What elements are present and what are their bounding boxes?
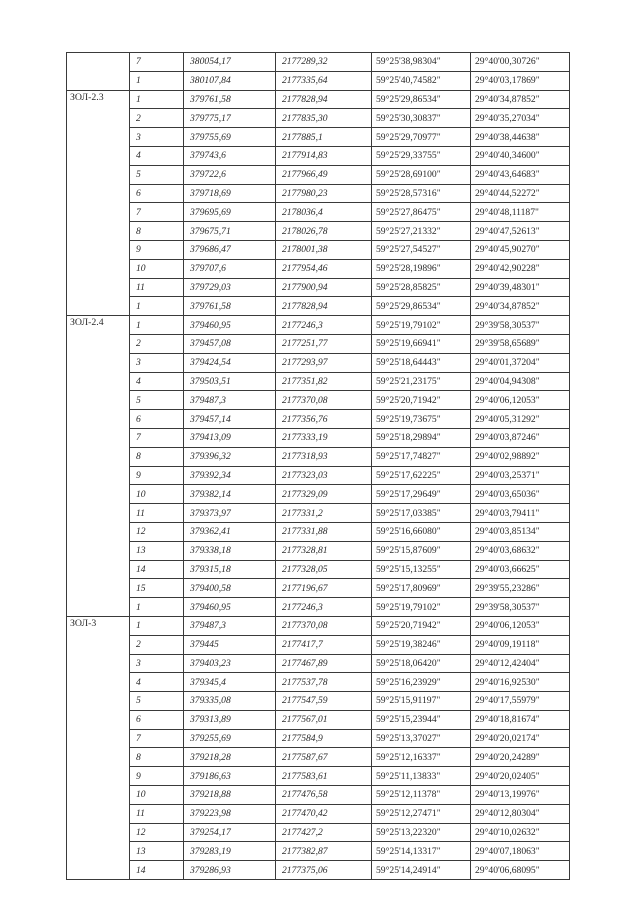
x-coordinate-cell: 379743,6 xyxy=(184,146,276,165)
point-number-cell: 7 xyxy=(130,203,184,222)
longitude-cell: 29°40'18,81674" xyxy=(471,710,570,729)
point-number-cell: 8 xyxy=(130,222,184,241)
y-coordinate-cell: 2177289,32 xyxy=(276,53,372,72)
latitude-cell: 59°25'17,29649" xyxy=(372,485,471,504)
table-row xyxy=(67,485,570,504)
longitude-cell: 29°39'58,30537" xyxy=(471,316,570,335)
y-coordinate-cell: 2177331,2 xyxy=(276,504,372,523)
table-row xyxy=(67,146,570,165)
longitude-cell: 29°40'20,24289" xyxy=(471,748,570,767)
y-coordinate-cell: 2177335,64 xyxy=(276,71,372,90)
zone-label-cell xyxy=(67,53,130,91)
latitude-cell: 59°25'11,13833" xyxy=(372,767,471,786)
latitude-cell: 59°25'15,91197" xyxy=(372,692,471,711)
x-coordinate-cell: 379315,18 xyxy=(184,560,276,579)
latitude-cell: 59°25'29,70977" xyxy=(372,128,471,147)
x-coordinate-cell: 379382,14 xyxy=(184,485,276,504)
x-coordinate-cell: 379707,6 xyxy=(184,259,276,278)
longitude-cell: 29°40'03,66625" xyxy=(471,560,570,579)
point-number-cell: 1 xyxy=(130,297,184,316)
point-number-cell: 2 xyxy=(130,334,184,353)
x-coordinate-cell: 379686,47 xyxy=(184,240,276,259)
x-coordinate-cell: 379392,34 xyxy=(184,466,276,485)
x-coordinate-cell: 379487,3 xyxy=(184,616,276,635)
table-row xyxy=(67,654,570,673)
latitude-cell: 59°25'17,80969" xyxy=(372,579,471,598)
latitude-cell: 59°25'12,11378" xyxy=(372,786,471,805)
longitude-cell: 29°39'58,65689" xyxy=(471,334,570,353)
y-coordinate-cell: 2177196,67 xyxy=(276,579,372,598)
longitude-cell: 29°40'17,55979" xyxy=(471,692,570,711)
longitude-cell: 29°40'06,12053" xyxy=(471,616,570,635)
zone-label-cell: ЗОЛ-2.3 xyxy=(67,90,130,316)
longitude-cell: 29°40'03,25371" xyxy=(471,466,570,485)
longitude-cell: 29°40'03,79411" xyxy=(471,504,570,523)
longitude-cell: 29°40'20,02405" xyxy=(471,767,570,786)
table-row xyxy=(67,184,570,203)
point-number-cell: 1 xyxy=(130,598,184,617)
x-coordinate-cell: 379335,08 xyxy=(184,692,276,711)
table-row xyxy=(67,203,570,222)
longitude-cell: 29°40'10,02632" xyxy=(471,823,570,842)
latitude-cell: 59°25'20,71942" xyxy=(372,391,471,410)
longitude-cell: 29°40'03,65036" xyxy=(471,485,570,504)
x-coordinate-cell: 379729,03 xyxy=(184,278,276,297)
y-coordinate-cell: 2177370,08 xyxy=(276,616,372,635)
longitude-cell: 29°40'03,17869" xyxy=(471,71,570,90)
x-coordinate-cell: 379722,6 xyxy=(184,165,276,184)
x-coordinate-cell: 379218,28 xyxy=(184,748,276,767)
point-number-cell: 3 xyxy=(130,128,184,147)
table-row xyxy=(67,748,570,767)
point-number-cell: 10 xyxy=(130,786,184,805)
point-number-cell: 1 xyxy=(130,616,184,635)
latitude-cell: 59°25'14,13317" xyxy=(372,842,471,861)
zone-label-cell: ЗОЛ-3 xyxy=(67,616,130,879)
point-number-cell: 14 xyxy=(130,560,184,579)
latitude-cell: 59°25'17,03385" xyxy=(372,504,471,523)
y-coordinate-cell: 2177251,77 xyxy=(276,334,372,353)
table-row xyxy=(67,804,570,823)
x-coordinate-cell: 379503,51 xyxy=(184,372,276,391)
longitude-cell: 29°40'39,48301" xyxy=(471,278,570,297)
longitude-cell: 29°40'35,27034" xyxy=(471,109,570,128)
x-coordinate-cell: 379675,71 xyxy=(184,222,276,241)
longitude-cell: 29°40'03,87246" xyxy=(471,428,570,447)
point-number-cell: 4 xyxy=(130,146,184,165)
point-number-cell: 9 xyxy=(130,767,184,786)
point-number-cell: 6 xyxy=(130,410,184,429)
longitude-cell: 29°40'09,19118" xyxy=(471,635,570,654)
table-row xyxy=(67,240,570,259)
y-coordinate-cell: 2177980,23 xyxy=(276,184,372,203)
table-row xyxy=(67,391,570,410)
y-coordinate-cell: 2177427,2 xyxy=(276,823,372,842)
point-number-cell: 8 xyxy=(130,748,184,767)
x-coordinate-cell: 379338,18 xyxy=(184,541,276,560)
y-coordinate-cell: 2178036,4 xyxy=(276,203,372,222)
longitude-cell: 29°40'02,98892" xyxy=(471,447,570,466)
longitude-cell: 29°40'06,12053" xyxy=(471,391,570,410)
table-row xyxy=(67,504,570,523)
point-number-cell: 9 xyxy=(130,466,184,485)
latitude-cell: 59°25'21,23175" xyxy=(372,372,471,391)
x-coordinate-cell: 379223,98 xyxy=(184,804,276,823)
y-coordinate-cell: 2177293,97 xyxy=(276,353,372,372)
y-coordinate-cell: 2177966,49 xyxy=(276,165,372,184)
table-row xyxy=(67,71,570,90)
latitude-cell: 59°25'16,23929" xyxy=(372,673,471,692)
latitude-cell: 59°25'15,87609" xyxy=(372,541,471,560)
longitude-cell: 29°40'07,18063" xyxy=(471,842,570,861)
x-coordinate-cell: 379218,88 xyxy=(184,786,276,805)
point-number-cell: 3 xyxy=(130,353,184,372)
point-number-cell: 8 xyxy=(130,447,184,466)
latitude-cell: 59°25'18,64443" xyxy=(372,353,471,372)
latitude-cell: 59°25'29,86534" xyxy=(372,90,471,109)
table-row xyxy=(67,673,570,692)
x-coordinate-cell: 379286,93 xyxy=(184,861,276,880)
latitude-cell: 59°25'18,06420" xyxy=(372,654,471,673)
longitude-cell: 29°39'55,23286" xyxy=(471,579,570,598)
point-number-cell: 11 xyxy=(130,278,184,297)
latitude-cell: 59°25'17,74827" xyxy=(372,447,471,466)
latitude-cell: 59°25'12,27471" xyxy=(372,804,471,823)
table-row xyxy=(67,334,570,353)
latitude-cell: 59°25'18,29894" xyxy=(372,428,471,447)
y-coordinate-cell: 2177333,19 xyxy=(276,428,372,447)
latitude-cell: 59°25'15,13255" xyxy=(372,560,471,579)
longitude-cell: 29°40'00,30726" xyxy=(471,53,570,72)
y-coordinate-cell: 2177583,61 xyxy=(276,767,372,786)
point-number-cell: 9 xyxy=(130,240,184,259)
y-coordinate-cell: 2177417,7 xyxy=(276,635,372,654)
latitude-cell: 59°25'19,79102" xyxy=(372,598,471,617)
y-coordinate-cell: 2177331,88 xyxy=(276,522,372,541)
table-row xyxy=(67,786,570,805)
latitude-cell: 59°25'15,23944" xyxy=(372,710,471,729)
x-coordinate-cell: 379460,95 xyxy=(184,598,276,617)
x-coordinate-cell: 379396,32 xyxy=(184,447,276,466)
table-row xyxy=(67,90,570,109)
longitude-cell: 29°40'04,94308" xyxy=(471,372,570,391)
table-row xyxy=(67,53,570,72)
point-number-cell: 11 xyxy=(130,804,184,823)
x-coordinate-cell: 379718,69 xyxy=(184,184,276,203)
y-coordinate-cell: 2177537,78 xyxy=(276,673,372,692)
longitude-cell: 29°40'48,11187" xyxy=(471,203,570,222)
y-coordinate-cell: 2177828,94 xyxy=(276,90,372,109)
y-coordinate-cell: 2177587,67 xyxy=(276,748,372,767)
x-coordinate-cell: 379283,19 xyxy=(184,842,276,861)
longitude-cell: 29°40'34,87852" xyxy=(471,90,570,109)
latitude-cell: 59°25'17,62225" xyxy=(372,466,471,485)
point-number-cell: 5 xyxy=(130,692,184,711)
point-number-cell: 1 xyxy=(130,71,184,90)
point-number-cell: 5 xyxy=(130,391,184,410)
longitude-cell: 29°40'03,68632" xyxy=(471,541,570,560)
table-row xyxy=(67,128,570,147)
table-row xyxy=(67,410,570,429)
x-coordinate-cell: 379345,4 xyxy=(184,673,276,692)
latitude-cell: 59°25'19,38246" xyxy=(372,635,471,654)
longitude-cell: 29°40'12,42404" xyxy=(471,654,570,673)
y-coordinate-cell: 2177351,82 xyxy=(276,372,372,391)
longitude-cell: 29°40'12,80304" xyxy=(471,804,570,823)
y-coordinate-cell: 2177356,76 xyxy=(276,410,372,429)
x-coordinate-cell: 379457,08 xyxy=(184,334,276,353)
point-number-cell: 10 xyxy=(130,259,184,278)
point-number-cell: 1 xyxy=(130,316,184,335)
longitude-cell: 29°40'40,34600" xyxy=(471,146,570,165)
point-number-cell: 15 xyxy=(130,579,184,598)
longitude-cell: 29°40'44,52272" xyxy=(471,184,570,203)
table-row xyxy=(67,560,570,579)
point-number-cell: 6 xyxy=(130,710,184,729)
latitude-cell: 59°25'27,86475" xyxy=(372,203,471,222)
longitude-cell: 29°40'45,90270" xyxy=(471,240,570,259)
point-number-cell: 11 xyxy=(130,504,184,523)
x-coordinate-cell: 379413,09 xyxy=(184,428,276,447)
table-row xyxy=(67,222,570,241)
y-coordinate-cell: 2177323,03 xyxy=(276,466,372,485)
x-coordinate-cell: 380054,17 xyxy=(184,53,276,72)
point-number-cell: 4 xyxy=(130,673,184,692)
y-coordinate-cell: 2177328,81 xyxy=(276,541,372,560)
y-coordinate-cell: 2177584,9 xyxy=(276,729,372,748)
latitude-cell: 59°25'19,73675" xyxy=(372,410,471,429)
y-coordinate-cell: 2177329,09 xyxy=(276,485,372,504)
point-number-cell: 10 xyxy=(130,485,184,504)
x-coordinate-cell: 379487,3 xyxy=(184,391,276,410)
y-coordinate-cell: 2178001,38 xyxy=(276,240,372,259)
latitude-cell: 59°25'29,33755" xyxy=(372,146,471,165)
longitude-cell: 29°40'47,52613" xyxy=(471,222,570,241)
x-coordinate-cell: 379255,69 xyxy=(184,729,276,748)
x-coordinate-cell: 379403,23 xyxy=(184,654,276,673)
point-number-cell: 13 xyxy=(130,842,184,861)
point-number-cell: 2 xyxy=(130,109,184,128)
y-coordinate-cell: 2177954,46 xyxy=(276,259,372,278)
table-row xyxy=(67,297,570,316)
longitude-cell: 29°40'03,85134" xyxy=(471,522,570,541)
longitude-cell: 29°40'05,31292" xyxy=(471,410,570,429)
x-coordinate-cell: 379761,58 xyxy=(184,297,276,316)
x-coordinate-cell: 379755,69 xyxy=(184,128,276,147)
table-row xyxy=(67,579,570,598)
y-coordinate-cell: 2177914,83 xyxy=(276,146,372,165)
table-row xyxy=(67,692,570,711)
table-row xyxy=(67,616,570,635)
x-coordinate-cell: 379362,41 xyxy=(184,522,276,541)
longitude-cell: 29°40'42,90228" xyxy=(471,259,570,278)
latitude-cell: 59°25'19,66941" xyxy=(372,334,471,353)
longitude-cell: 29°40'16,92530" xyxy=(471,673,570,692)
table-row xyxy=(67,372,570,391)
latitude-cell: 59°25'38,98304" xyxy=(372,53,471,72)
x-coordinate-cell: 379254,17 xyxy=(184,823,276,842)
latitude-cell: 59°25'20,71942" xyxy=(372,616,471,635)
table-row xyxy=(67,316,570,335)
table-row xyxy=(67,278,570,297)
x-coordinate-cell: 379457,14 xyxy=(184,410,276,429)
longitude-cell: 29°40'06,68095" xyxy=(471,861,570,880)
y-coordinate-cell: 2177375,06 xyxy=(276,861,372,880)
y-coordinate-cell: 2177382,87 xyxy=(276,842,372,861)
point-number-cell: 7 xyxy=(130,53,184,72)
x-coordinate-cell: 379775,17 xyxy=(184,109,276,128)
longitude-cell: 29°40'38,44638" xyxy=(471,128,570,147)
point-number-cell: 1 xyxy=(130,90,184,109)
y-coordinate-cell: 2177900,94 xyxy=(276,278,372,297)
longitude-cell: 29°40'01,37204" xyxy=(471,353,570,372)
table-row xyxy=(67,710,570,729)
y-coordinate-cell: 2177835,30 xyxy=(276,109,372,128)
y-coordinate-cell: 2177370,08 xyxy=(276,391,372,410)
point-number-cell: 12 xyxy=(130,522,184,541)
latitude-cell: 59°25'19,79102" xyxy=(372,316,471,335)
y-coordinate-cell: 2177246,3 xyxy=(276,598,372,617)
table-row xyxy=(67,428,570,447)
table-row xyxy=(67,109,570,128)
latitude-cell: 59°25'29,86534" xyxy=(372,297,471,316)
point-number-cell: 13 xyxy=(130,541,184,560)
longitude-cell: 29°40'20,02174" xyxy=(471,729,570,748)
longitude-cell: 29°40'13,19976" xyxy=(471,786,570,805)
x-coordinate-cell: 379424,54 xyxy=(184,353,276,372)
latitude-cell: 59°25'14,24914" xyxy=(372,861,471,880)
coordinates-table-body xyxy=(67,53,570,880)
latitude-cell: 59°25'40,74582" xyxy=(372,71,471,90)
y-coordinate-cell: 2177567,01 xyxy=(276,710,372,729)
table-row xyxy=(67,823,570,842)
x-coordinate-cell: 379445 xyxy=(184,635,276,654)
table-row xyxy=(67,842,570,861)
table-row xyxy=(67,466,570,485)
x-coordinate-cell: 380107,84 xyxy=(184,71,276,90)
y-coordinate-cell: 2177318,93 xyxy=(276,447,372,466)
y-coordinate-cell: 2177828,94 xyxy=(276,297,372,316)
x-coordinate-cell: 379373,97 xyxy=(184,504,276,523)
latitude-cell: 59°25'28,85825" xyxy=(372,278,471,297)
point-number-cell: 4 xyxy=(130,372,184,391)
point-number-cell: 7 xyxy=(130,729,184,748)
latitude-cell: 59°25'16,66080" xyxy=(372,522,471,541)
table-row xyxy=(67,447,570,466)
point-number-cell: 3 xyxy=(130,654,184,673)
table-row xyxy=(67,729,570,748)
point-number-cell: 5 xyxy=(130,165,184,184)
y-coordinate-cell: 2177470,42 xyxy=(276,804,372,823)
longitude-cell: 29°39'58,30537" xyxy=(471,598,570,617)
point-number-cell: 6 xyxy=(130,184,184,203)
table-row xyxy=(67,165,570,184)
longitude-cell: 29°40'34,87852" xyxy=(471,297,570,316)
table-row xyxy=(67,259,570,278)
table-row xyxy=(67,598,570,617)
y-coordinate-cell: 2177467,89 xyxy=(276,654,372,673)
point-number-cell: 12 xyxy=(130,823,184,842)
zone-label-cell: ЗОЛ-2.4 xyxy=(67,316,130,617)
latitude-cell: 59°25'13,37027" xyxy=(372,729,471,748)
y-coordinate-cell: 2177885,1 xyxy=(276,128,372,147)
table-row xyxy=(67,635,570,654)
y-coordinate-cell: 2177476,58 xyxy=(276,786,372,805)
y-coordinate-cell: 2177328,05 xyxy=(276,560,372,579)
x-coordinate-cell: 379761,58 xyxy=(184,90,276,109)
y-coordinate-cell: 2177547,59 xyxy=(276,692,372,711)
y-coordinate-cell: 2178026,78 xyxy=(276,222,372,241)
latitude-cell: 59°25'27,54527" xyxy=(372,240,471,259)
latitude-cell: 59°25'30,30837" xyxy=(372,109,471,128)
x-coordinate-cell: 379400,58 xyxy=(184,579,276,598)
table-row xyxy=(67,861,570,880)
x-coordinate-cell: 379313,89 xyxy=(184,710,276,729)
point-number-cell: 14 xyxy=(130,861,184,880)
point-number-cell: 2 xyxy=(130,635,184,654)
table-row xyxy=(67,541,570,560)
longitude-cell: 29°40'43,64683" xyxy=(471,165,570,184)
latitude-cell: 59°25'28,19896" xyxy=(372,259,471,278)
table-row xyxy=(67,522,570,541)
latitude-cell: 59°25'12,16337" xyxy=(372,748,471,767)
latitude-cell: 59°25'28,69100" xyxy=(372,165,471,184)
point-number-cell: 7 xyxy=(130,428,184,447)
y-coordinate-cell: 2177246,3 xyxy=(276,316,372,335)
coordinates-table xyxy=(66,52,570,880)
latitude-cell: 59°25'27,21332" xyxy=(372,222,471,241)
x-coordinate-cell: 379186,63 xyxy=(184,767,276,786)
table-row xyxy=(67,767,570,786)
latitude-cell: 59°25'13,22320" xyxy=(372,823,471,842)
x-coordinate-cell: 379460,95 xyxy=(184,316,276,335)
table-row xyxy=(67,353,570,372)
x-coordinate-cell: 379695,69 xyxy=(184,203,276,222)
latitude-cell: 59°25'28,57316" xyxy=(372,184,471,203)
